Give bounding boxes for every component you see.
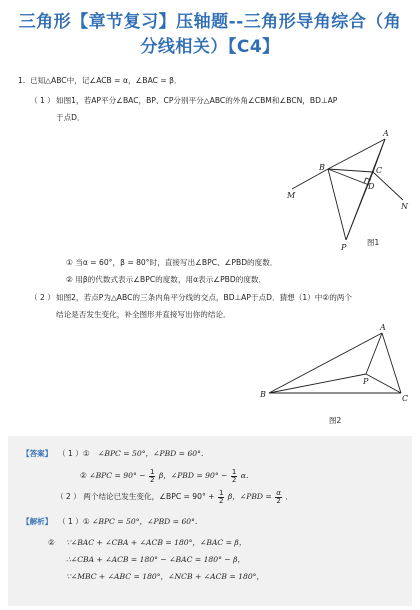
answer-part1-label: （ 1 ）① <box>58 449 90 458</box>
answer-step-label: ② <box>80 471 87 480</box>
analysis-line-2: ∴∠CBA + ∠ACB = 180° − ∠BAC = 180° − β， <box>66 555 246 564</box>
answer-box <box>8 436 412 606</box>
segment-bp <box>269 374 366 393</box>
label-b: B <box>319 163 325 172</box>
part2-text: 如图2，若点P为△ABC的三条内角平分线的交点，BD⊥AP于点D．猜想（1）中②的两个 <box>56 293 352 302</box>
segment-ap <box>366 333 382 374</box>
answer-tag: 【答案】 <box>22 449 53 458</box>
label-p: P <box>341 243 347 252</box>
ray-bm <box>292 169 328 189</box>
answer-part2-b: β，∠PBD = <box>227 492 272 501</box>
answer-part2-a: 两个结论已发生变化，∠BPC = 90° + <box>83 492 215 501</box>
analysis-line-3: ∵∠MBC + ∠ABC = 180°，∠NCB + ∠ACB = 180°， <box>66 572 265 581</box>
segment-ab <box>328 139 385 169</box>
label-a: A <box>383 129 389 138</box>
answer-part2-c: ． <box>285 492 293 501</box>
part1-continuation: 于点D． <box>56 113 85 122</box>
answer-formula-b: β，∠PBD = 90° − <box>158 471 228 480</box>
answer-formula-c: α． <box>240 471 254 480</box>
answer-part1-line: ∠BPC = 50°，∠PBD = 60°． <box>98 449 209 458</box>
half-fraction: $\frac{1}{2}$ <box>218 488 224 505</box>
part1-text: 如图1，若AP平分∠BAC，BP、CP分别平分△ABC的外角∠CBM和∠BCN，BD⊥AP <box>56 96 338 105</box>
figure-2 <box>255 322 420 430</box>
half-fraction: $\frac{1}{2}$ <box>231 467 237 484</box>
answer-part2 <box>56 488 293 506</box>
analysis-line-1: ∵∠BAC + ∠CBA + ∠ACB = 180°，∠BAC = β， <box>66 538 247 547</box>
sub-question-1: ① 当α = 60°，β = 80°时，直接写出∠BPC、∠PBD的度数． <box>66 258 278 267</box>
label-b: B <box>260 390 266 399</box>
label-a: A <box>380 323 386 332</box>
figure-1-caption: 图1 <box>367 238 380 247</box>
part2-continuation: 结论是否发生变化，补全图形并直接写出你的结论． <box>56 310 231 319</box>
analysis-step-label: ② <box>48 538 55 547</box>
title-line-1: 三角形【章节复习】压轴题--三角形导角综合（角 <box>18 12 402 32</box>
part1-label: （ 1 ） <box>30 96 55 105</box>
part2-label: （ 2 ） <box>30 293 55 302</box>
half-fraction: $\frac{1}{2}$ <box>149 467 155 484</box>
segment-bp <box>328 169 346 240</box>
title-line-2: 分线相关）【C4】 <box>140 37 280 57</box>
question-stem: 已知△ABC中，记∠ACB = α，∠BAC = β． <box>30 76 182 85</box>
page-title <box>10 10 410 60</box>
label-m: M <box>287 191 296 200</box>
label-p: P <box>363 377 369 386</box>
answer-formula-a: ∠BPC = 90° − <box>89 471 146 480</box>
label-c: C <box>402 394 409 403</box>
alpha-half-fraction: $\frac{\alpha}{2}$ <box>276 488 281 505</box>
analysis-part1-label: （ 1 ）① <box>58 517 90 526</box>
answer-part1-formula <box>80 467 253 485</box>
label-n: N <box>401 202 408 211</box>
analysis-part1-line: ∠BPC = 50°，∠PBD = 60°． <box>92 517 203 526</box>
label-c: C <box>376 166 383 175</box>
question-number: 1. <box>18 76 26 85</box>
label-d: D <box>368 182 375 191</box>
answer-part2-label: （ 2 ） <box>56 492 81 501</box>
figure-2-caption: 图2 <box>329 416 342 425</box>
figure-1 <box>280 125 420 255</box>
analysis-tag: 【解析】 <box>22 517 53 526</box>
ray-cn <box>373 172 403 200</box>
sub-question-2: ② 用β的代数式表示∠BPC的度数，用α表示∠PBD的度数． <box>66 275 267 284</box>
